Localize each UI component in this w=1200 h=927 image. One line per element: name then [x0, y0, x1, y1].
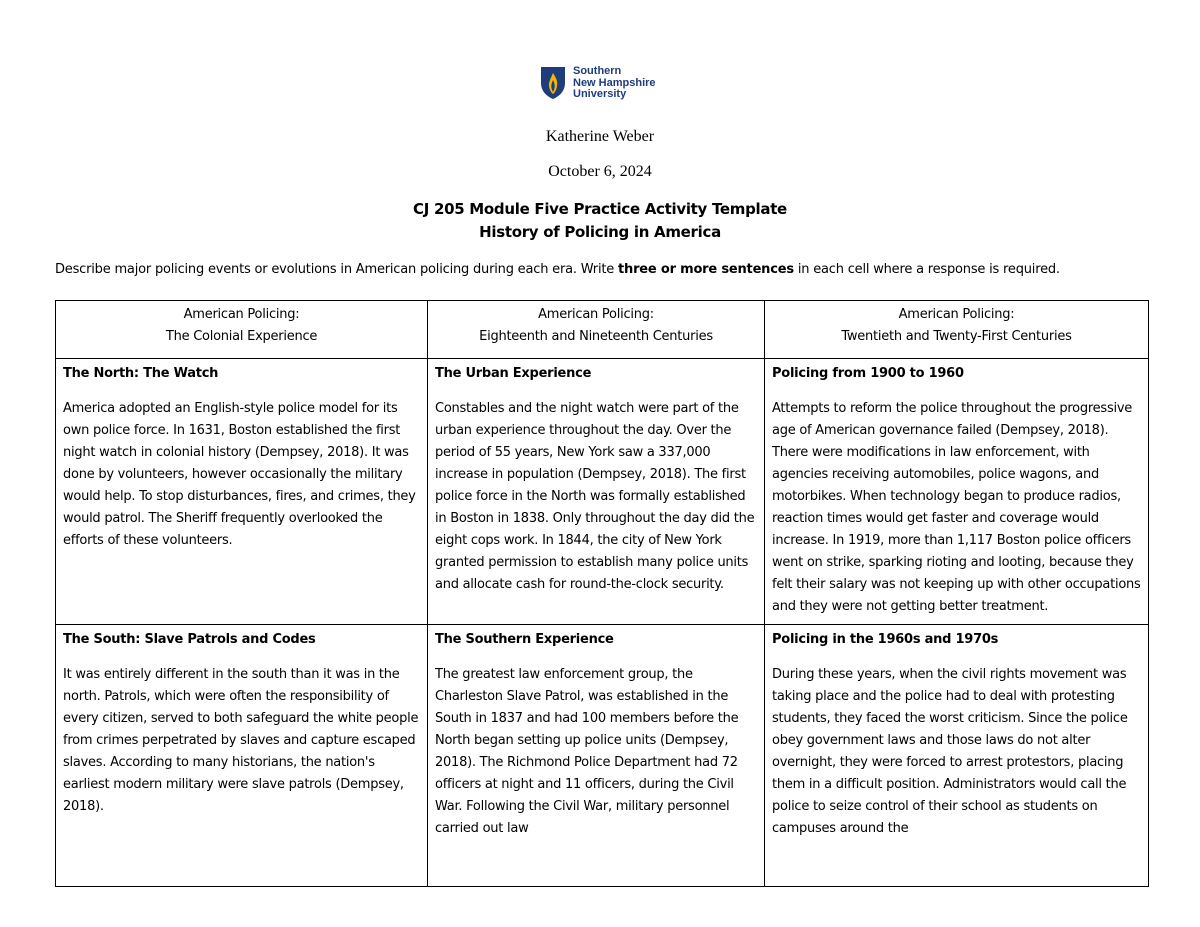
- response-cell[interactable]: [428, 625, 765, 887]
- cell-heading: The Southern Experience: [435, 632, 614, 647]
- logo-line-1: Southern: [573, 65, 622, 77]
- cell-heading: The North: The Watch: [63, 366, 219, 381]
- instructions-bold: three or more sentences: [618, 262, 794, 277]
- instructions-post: in each cell where a response is required.: [793, 262, 1060, 277]
- column-header-line: American Policing:: [183, 307, 300, 322]
- instructions: [55, 262, 1155, 277]
- response-cell[interactable]: [765, 625, 1149, 887]
- column-header-20th-21st: [765, 301, 1149, 359]
- column-header-line: The Colonial Experience: [165, 329, 318, 344]
- column-header-18th-19th: [428, 301, 765, 359]
- author-name: Katherine Weber: [545, 128, 655, 145]
- cell-body: America adopted an English-style police model for its own police force. In 1631, Boston established the first night watch in colonial history (Dempsey, 2018). It was done by volunteers, however occasionally the military would help. To stop disturbances, fires, and crimes, they would patrol. The Sheriff frequently overlooked the efforts of these volunteers.: [63, 401, 416, 548]
- table-row: [56, 359, 1149, 625]
- shield-flame-icon: [540, 66, 566, 100]
- cell-body: The greatest law enforcement group, the Charleston Slave Patrol, was established in the South in 1837 and had 100 members before the North began setting up police units (Dempsey, 2018). The Richmond Police Department had 72 officers at night and 11 officers, during the Civil War. Following the Civil War, military personnel carried out law: [435, 667, 739, 836]
- cell-body: Constables and the night watch were part of the urban experience throughout the day. Over the period of 55 years, New York saw a 337,000 increase in population (Dempsey, 2018). The first police force in the North was formally established in Boston in 1838. Only throughout the day did the eight cops work. In 1844, the city of New York granted permission to establish many police units and allocate cash for round-the-clock security.: [435, 401, 755, 592]
- table-header-row: [56, 301, 1149, 359]
- title-line-2: History of Policing in America: [479, 223, 721, 241]
- table-row: [56, 625, 1149, 887]
- column-header-line: Eighteenth and Nineteenth Centuries: [479, 329, 713, 344]
- response-cell[interactable]: [56, 625, 428, 887]
- column-header-line: American Policing:: [898, 307, 1015, 322]
- cell-heading: The Urban Experience: [435, 366, 592, 381]
- cell-heading: Policing from 1900 to 1960: [772, 366, 964, 381]
- column-header-line: Twentieth and Twenty-First Centuries: [841, 329, 1072, 344]
- policing-history-table: [55, 300, 1149, 887]
- logo-wordmark: [573, 66, 656, 101]
- response-cell[interactable]: [765, 359, 1149, 625]
- response-cell[interactable]: [56, 359, 428, 625]
- cell-body: Attempts to reform the police throughout the progressive age of American governance failed (Dempsey, 2018). There were modifications in law enforcement, with agencies receiving automobiles, police wagons, and motorbikes. When technology began to produce radios, reaction times would get faster and coverage would increase. In 1919, more than 1,117 Boston police officers went on strike, sparking rioting and looting, because they felt their salary was not keeping up with other occupations and they were not getting better treatment.: [772, 401, 1141, 614]
- column-header-colonial: [56, 301, 428, 359]
- instructions-pre: Describe major policing events or evolutions in American policing during each era. Write: [55, 262, 618, 277]
- column-header-line: American Policing:: [538, 307, 654, 322]
- cell-heading: Policing in the 1960s and 1970s: [772, 632, 999, 647]
- document-title: [0, 198, 1200, 244]
- logo-line-3: University: [573, 88, 627, 100]
- title-line-1: CJ 205 Module Five Practice Activity Template: [413, 200, 787, 218]
- cell-body: During these years, when the civil rights movement was taking place and the police had to deal with protesting students, they faced the worst criticism. Since the police obey government laws and those laws do not alter overnight, they were forced to arrest protestors, placing them in a difficult position. Administrators would call the police to seize control of their school as students on campuses around the: [772, 667, 1128, 836]
- cell-heading: The South: Slave Patrols and Codes: [63, 632, 316, 647]
- university-logo: [540, 66, 656, 101]
- response-cell[interactable]: [428, 359, 765, 625]
- cell-body: It was entirely different in the south than it was in the north. Patrols, which were often the responsibility of every citizen, served to both safeguard the white people from crimes perpetrated by slaves and capture escaped slaves. According to many historians, the nation's earliest modern military were slave patrols (Dempsey, 2018).: [63, 667, 419, 814]
- document-date: October 6, 2024: [548, 163, 652, 180]
- logo-line-2: New Hampshire: [573, 76, 656, 89]
